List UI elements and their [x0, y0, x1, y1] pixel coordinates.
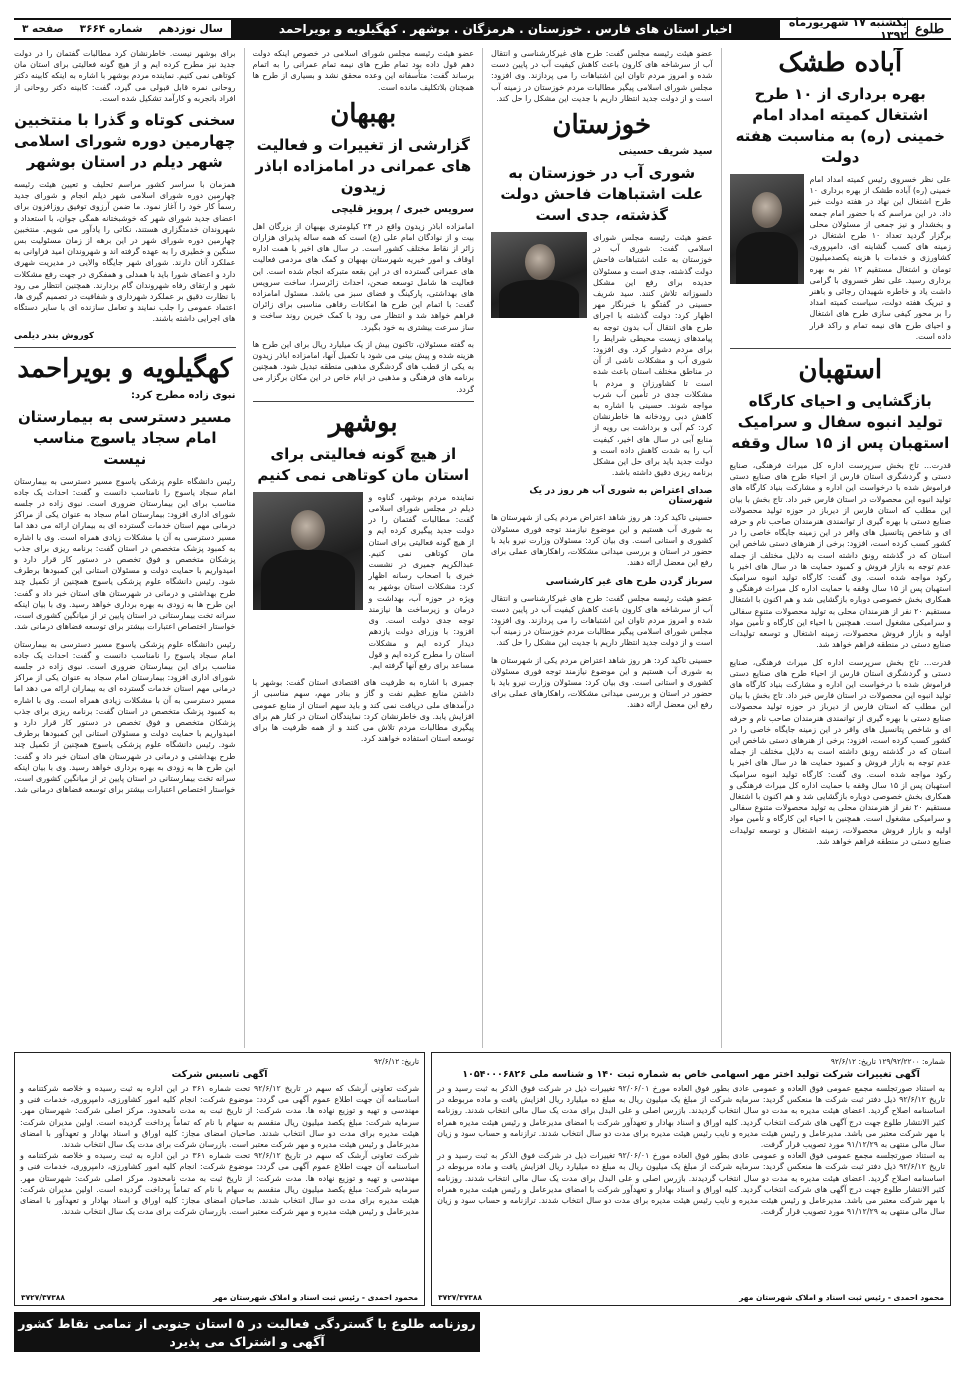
divider: [253, 401, 475, 402]
bushehr-body: نماینده مردم بوشهر، گناوه و دیلم در مجلس شورای اسلامی گفت: مطالبات گفتمان را در دولت جدید پیگیری کرده ایم و از هیچ گونه فعالیتی برای استان مان کوتاهی نمی کنیم. عبدالکریم جمیری در نشست خبری با اصحاب رسانه اظهار کرد: مشکلات استان بوشهر به ویژه در حوزه آب، بهداشت و درمان و زیرساخت ها نیازمند توجه جدی دولت است. وی افزود: با وزرای دولت یازدهم دیدار کرده ایم و مشکلات استان را مطرح کرده ایم و قول مساعد برای رفع آنها گرفته ایم.: [368, 492, 474, 670]
kohgiluyeh-body-continued: رئیس دانشگاه علوم پزشکی یاسوج مسیر دسترسی به بیمارستان امام سجاد یاسوج را نامناسب دانست و گفت: احداث یک جاده مناسب برای این بیمارستان ضروری است. نبوی زاده در جلسه شورای اداری افزود: بیمارستان امام سجاد به عنوان یکی از مراکز درمانی مهم استان خدمات گسترده ای به بیماران ارائه می دهد اما مسیر دسترسی به آن با مشکلات زیادی همراه است. وی با اشاره به کمبود پزشک متخصص در استان گفت: برنامه ریزی برای جذب پزشکان متخصص و فوق تخصص در دستور کار قرار دارد و امیدواریم با حمایت دولت و مسئولان استانی این کمبودها برطرف شود. رئیس دانشگاه علوم پزشکی یاسوج همچنین از تکمیل چند طرح بهداشتی و درمانی در شهرستان های استان خبر داد و گفت: این طرح ها به زودی به بهره برداری خواهد رسید. وی با بیان اینکه سرانه تخت بیمارستانی در استان پایین تر از میانگین کشوری است، خواستار اختصاص اعتبارات بیشتر برای توسعه فضاهای درمانی شد.: [14, 639, 236, 795]
khuzestan-subheading-1: صدای اعتراض به شوری آب هر روز در یک شهرستان: [529, 486, 713, 507]
estahban-body: قدرت... تاج بخش سرپرست اداره کل میراث فرهنگی، صنایع دستی و گردشگری استان فارس از احیاء طرح های صنایع دستی فراموش شده با درخواست این اداره و مشارکت بنیاد کارگاه های تولید انبوه این محصولات در استان فارس خبر داد. تاج بخش با بیان این مطلب که استان فارس از دیرباز در حوزه تولید محصولات صنایع دستی با بهره گیری از توانمندی هنرمندان صاحب نام و حرفه ای و شاخص پتانسیل های وافر در این زمینه جایگاه خاصی را در کشور کسب کرده است، افزود: برخی از هنرهای دستی شاخص این استان که در گذشته رونق داشته است به دلایل مختلف از جمله عدم توجه به بازار فروش و کمبود حمایت ها در سال های اخیر با رکود مواجه شده است. وی گفت: کارگاه تولید انبوه سرامیک استهبان پس از ۱۵ سال وقفه با حمایت اداره کل میراث فرهنگی و همکاری بخش خصوصی دوباره بازگشایی شد و هم اکنون با اشتغال مستقیم ۲۰ نفر از هنرمندان محلی به تولید محصولات متنوع سفالی و سرامیکی مشغول است. همچنین با احیاء این کارگاه و تأمین مواد اولیه و بازار فروش محصولات، زمینه اشتغال و توسعه تولیدات صنایع دستی در منطقه فراهم خواهد شد.: [729, 461, 951, 650]
column-behbahan-bushehr: [244, 48, 475, 1048]
notice-side-signature: محمود احمدی - رئیس ثبت اسناد و املاک شهرستان مهر: [213, 1293, 419, 1302]
khuzestan-official-photo: [491, 232, 587, 318]
banner-line-2: آگهی و اشتراک می پذیرد: [169, 1333, 325, 1349]
kohgiluyeh-headline: مسیر دسترسی به بیمارستان امام سجاد یاسوج مناسب نیست: [17, 407, 232, 468]
estahban-kicker: استهبان: [798, 355, 883, 386]
behbahan-kicker: بهبهان: [330, 98, 397, 129]
newspaper-logo: طلوع: [907, 20, 951, 38]
abadeh-body: علی نظر خسروی رئیس کمیته امداد امام خمینی (ره) آباده طشک از بهره برداری ۱۰ طرح اشتغال این نهاد در هفته دولت خبر داد. در این مراسم که با حضور امام جمعه و بخشدار و نیز جمعی از مسئولان محلی برگزار گردید تعداد ۱۰ طرح اشتغال در زمینه های کسب گشاینه ای، دامپروری، کشاورزی و خدمات با هزینه یکصدمیلیون تومان و اشتغال مستقیم ۱۲ نفر به بهره برداری رسید. علی نظر خسروی با گرامی داشت یاد و خاطره شهیدان رجائی و باهنر و تبریک هفته دولت، سیاست کمیته امداد را بر محور کیفی سازی طرح های اشتغال و احیای طرح های نیمه تمام و راکد قرار داده است.: [809, 175, 951, 341]
section-title: اخبار استان های فارس . خوزستان . هرمزگان . بوشهر . کهگیلویه و بویراحمد: [232, 20, 779, 38]
issue-meta: [14, 20, 232, 38]
notice-side-title: آگهی تاسیس شرکت: [171, 1069, 268, 1080]
behbahan-byline: سرویس خبری / پرویز قلیچی: [331, 203, 474, 215]
column-dilam-kohgiluyeh: [14, 48, 236, 1048]
council-headline: سخنی کوتاه و گذرا با منتخبین چهارمین دوره شورای اسلامی شهر دیلم در استان بوشهر: [14, 111, 236, 172]
khuzestan-body-4: حسینی تاکید کرد: هر روز شاهد اعتراض مردم یکی از شهرستان ها به شوری آب هستیم و این موضوع نیازمند توجه فوری مسئولان کشوری و استانی است. وی بیان کرد: مسئولان وزارت نیرو باید با حضور در استان و بررسی میدانی مشکلات، راهکارهای عملی برای رفع این معضل ارائه دهند.: [491, 655, 713, 710]
bushehr-body-2: جمیری با اشاره به ظرفیت های اقتصادی استان گفت: بوشهر با داشتن منابع عظیم نفت و گاز و بنادر مهم، سهم مناسبی از درآمدهای ملی دریافت نمی کند و باید سهم استان از منابع عمومی افزایش یابد. وی خاطرنشان کرد: نمایندگان استان در کنار هم برای پیگیری مطالبات مردم تلاش می کنند و از همه ظرفیت ها برای توسعه استان استفاده خواهند کرد.: [252, 678, 474, 744]
khuzestan-subheading-2: سرباز گردن طرح های غیر کارشناسی: [545, 576, 713, 587]
estahban-headline: بازگشایی و احیای کارگاه تولید انبوه سفال و سرامیک استهبان پس از ۱۵ سال وقفه: [731, 392, 950, 453]
notice-side-body: شرکت تعاونی آرشک که سهم در تاریخ ۹۲/۶/۱۲ تحت شماره ۳۶۱ در این اداره به ثبت رسیده و خلاصه شرکتنامه و اساسنامه آن جهت اطلاع عموم آگهی می گردد: موضوع شرکت: انجام کلیه امور کشاورزی، دامپروری، خدمات فنی و مهندسی و تهیه و توزیع نهاده ها. مدت شرکت: از تاریخ ثبت به مدت نامحدود. مرکز اصلی شرکت: شهرستان مهر. سرمایه شرکت: مبلغ یکصد میلیون ریال منقسم به سهام با نام که تماماً پرداخت گردیده است. اولین مدیران شرکت: هیئت مدیره برای مدت دو سال انتخاب شدند. صاحبان امضای مجاز: کلیه اوراق و اسناد بهادار و تعهدآور با امضای مدیرعامل و رئیس هیئت مدیره و مهر شرکت معتبر است. بازرسان شرکت برای مدت یک سال انتخاب شدند.: [20, 1084, 420, 1150]
notice-main-body-2: به استناد صورتجلسه مجمع عمومی فوق العاده و عمومی عادی بطور فوق العاده مورخ ۹۲/۰۶/۰۱ تغییرات ذیل در شرکت فوق الذکر به ثبت رسید و در تاریخ ۹۲/۶/۱۲ ذیل دفتر ثبت شرکت ها منعکس گردید: سرمایه شرکت از مبلغ یک میلیون ریال به مبلغ ده میلیارد ریال افزایش یافت و ماده مربوطه در اساسنامه اصلاح گردید. اعضای هیئت مدیره به مدت دو سال انتخاب گردیدند. بازرس اصلی و علی البدل برای مدت یک سال مالی انتخاب شدند. روزنامه کثیر الانتشار طلوع جهت درج آگهی های شرکت انتخاب گردید. کلیه اوراق و اسناد بهادار و تعهدآور شرکت با امضای مدیرعامل و رئیس هیئت مدیره همراه با مهر شرکت معتبر می باشد. مدیرعامل و رئیس هیئت مدیره و نایب رئیس هیئت مدیره برای مدت دو سال انتخاب شدند. ترازنامه و حساب سود و زیان سال مالی منتهی به ۹۱/۱۲/۲۹ مورد تصویب قرار گرفت.: [437, 1151, 946, 1217]
behbahan-body: امامزاده اباذر زیدون واقع در ۲۴ کیلومتری بهبهان از بزرگان اهل بیت و از نوادگان امام علی (ع) است که همه ساله پذیرای هزاران زائر از نقاط مختلف کشور است. در سال های اخیر با همت اداره اوقاف و امور خیریه شهرستان بهبهان و کمک های مردمی فعالیت های عمرانی گسترده ای در این بقعه متبرکه انجام شده است. این فعالیت ها شامل توسعه صحن، احداث زائرسرا، ساخت سرویس های بهداشتی، پارکینگ و فضای سبز می باشد. مسئول امامزاده گفت: با اتمام این طرح ها امکانات رفاهی مناسبی برای زائران فراهم خواهد شد و انتظار می رود با کمک خیرین روند ساخت و ساز سرعت بیشتری به خود بگیرد.: [252, 221, 474, 332]
bushehr-kicker: بوشهر: [328, 407, 398, 438]
issue-date: یکشنبه ۱۷ شهریورماه ۱۳۹۲: [779, 20, 907, 38]
estahban-body-continued: قدرت... تاج بخش سرپرست اداره کل میراث فرهنگی، صنایع دستی و گردشگری استان فارس از احیاء طرح های صنایع دستی فراموش شده با درخواست این اداره و مشارکت بنیاد کارگاه های تولید انبوه این محصولات در استان فارس خبر داد. تاج بخش با بیان این مطلب که استان فارس از دیرباز در حوزه تولید محصولات صنایع دستی با بهره گیری از توانمندی هنرمندان صاحب نام و حرفه ای و شاخص پتانسیل های وافر در این زمینه جایگاه خاصی را در کشور کسب کرده است، افزود: برخی از هنرهای دستی شاخص این استان که در گذشته رونق داشته است به دلایل مختلف از جمله عدم توجه به بازار فروش و کمبود حمایت ها در سال های اخیر با رکود مواجه شده است. وی گفت: کارگاه تولید انبوه سرامیک استهبان پس از ۱۵ سال وقفه با حمایت اداره کل میراث فرهنگی و همکاری بخش خصوصی دوباره بازگشایی شد و هم اکنون با اشتغال مستقیم ۲۰ نفر از هنرمندان محلی به تولید محصولات متنوع سفالی و سرامیکی مشغول است. همچنین با احیاء این کارگاه و تأمین مواد اولیه و بازار فروش محصولات، زمینه اشتغال و توسعه تولیدات صنایع دستی در منطقه فراهم خواهد شد.: [729, 657, 951, 846]
article-columns: [14, 48, 951, 1048]
kohgiluyeh-byline: نبوی زاده مطرح کرد:: [131, 389, 236, 401]
behbahan-headline: گزارشی از تغییرات و فعالیت های عمرانی در امامزاده اباذر زیدون: [255, 135, 472, 196]
bushehr-article-row: [253, 492, 475, 671]
column-khuzestan: [482, 48, 713, 1048]
divider: [14, 347, 236, 348]
abadeh-article-row: [730, 174, 952, 342]
column-abadeh-estahban: [721, 48, 952, 1048]
abadeh-kicker: آباده طشک: [778, 48, 903, 78]
bushehr-headline: از هیچ گونه فعالیتی برای استان مان کوتاهی نمی کنیم: [257, 444, 470, 484]
council-body: همزمان با سراسر کشور مراسم تحلیف و تعیین هیئت رئیسه چهارمین دوره شورای اسلامی شهر دیلم انجام و شورای جدید رسماً کار خود را آغاز نمود. ما ضمن آرزوی توفیق روزافزون برای اعضای جدید شورای شهر که خوشبختانه همگی جوان، با استعداد و شهروندان خدمتگزاری هستند، نکاتی را یادآور می شویم. منتخبین چهارمین دوره شورای شهر در این برهه از زمان مسئولیت بس سنگین و خطیری را به عهده گرفته اند و شهروندان امید فراوانی به عملکرد آنان دارند. شورای شهر جایگاه والایی در مدیریت شهری دارد و اعضای شورا باید با همدلی و همفکری در جهت رفع مشکلات شهر و ارتقای رفاه شهروندان گام بردارند. همچنین انتظار می رود با نظارت دقیق بر عملکرد شهرداری و شفافیت در تصمیم گیری ها، اعتماد عمومی را جلب نمایند و تعامل سازنده ای با سایر دستگاه های اجرایی داشته باشند.: [14, 180, 236, 324]
behbahan-intro: عضو هیئت رئیسه مجلس شورای اسلامی در خصوص اینکه دولت دهم قول داده بود تمام طرح های نیمه تمام عمرانی را به اتمام برساند گفت: متأسفانه این وعده محقق نشد و بسیاری از طرح ها همچنان بلاتکلیف مانده است.: [252, 49, 474, 92]
notice-company-changes: [431, 1052, 951, 1306]
abadeh-official-photo: [730, 174, 804, 284]
page-number: صفحه ۳: [21, 23, 64, 35]
notice-company-founding: [14, 1052, 425, 1306]
abadeh-headline: بهره برداری از ۱۰ طرح اشتغال کمیته امداد امام خمینی (ره) به مناسبت هفته دولت: [735, 85, 945, 166]
volume-year: سال نوزدهم: [158, 23, 224, 35]
subscription-banner: [14, 1312, 480, 1352]
notice-main-footer: [438, 1293, 944, 1302]
khuzestan-kicker: خوزستان: [552, 110, 652, 141]
khuzestan-byline: سید شریف حسینی: [618, 146, 713, 158]
notice-main-title: آگهی تغییرات شرکت تولید اختر مهر اسهامی خاص به شماره ثبت ۱۴۰ و شناسه ملی ۱۰۵۴۰۰۰۶۸۲۶: [462, 1069, 920, 1080]
notice-main-signature: محمود احمدی - رئیس ثبت اسناد و املاک شهرستان مهر: [739, 1293, 944, 1302]
notice-main-body: به استناد صورتجلسه مجمع عمومی فوق العاده و عمومی عادی بطور فوق العاده مورخ ۹۲/۰۶/۰۱ تغییرات ذیل در شرکت فوق الذکر به ثبت رسید و در تاریخ ۹۲/۶/۱۲ ذیل دفتر ثبت شرکت ها منعکس گردید: سرمایه شرکت از مبلغ یک میلیون ریال به مبلغ ده میلیارد ریال افزایش یافت و ماده مربوطه در اساسنامه اصلاح گردید. اعضای هیئت مدیره به مدت دو سال انتخاب گردیدند. بازرس اصلی و علی البدل برای مدت یک سال مالی انتخاب شدند. روزنامه کثیر الانتشار طلوع جهت درج آگهی های شرکت انتخاب گردید. کلیه اوراق و اسناد بهادار و تعهدآور شرکت با امضای مدیرعامل و رئیس هیئت مدیره همراه با مهر شرکت معتبر می باشد. مدیرعامل و رئیس هیئت مدیره و نایب رئیس هیئت مدیره برای مدت دو سال انتخاب شدند. ترازنامه و حساب سود و زیان سال مالی منتهی به ۹۱/۱۲/۲۹ مورد تصویب قرار گرفت.: [437, 1084, 946, 1150]
khuzestan-body-3: عضو هیئت رئیسه مجلس گفت: طرح های غیرکارشناسی و انتقال آب از سرشاخه های کارون باعث کاهش کیفیت آب در پایین دست شده و امروز مردم تاوان این اشتباهات را می پردازند. وی افزود: مجلس شورای اسلامی پیگیر مطالبات مردم خوزستان در زمینه آب است و از دولت جدید انتظار داریم با جدیت این مشکل را حل کند.: [491, 593, 713, 648]
khuzestan-headline: شوری آب در خوزستان به علت اشتباهات فاحش دولت گذشته، جدی است: [500, 164, 704, 225]
divider: [730, 348, 952, 349]
khuzestan-body-2: حسینی تاکید کرد: هر روز شاهد اعتراض مردم یکی از شهرستان ها به شوری آب هستیم و این موضوع نیازمند توجه فوری مسئولان کشوری و استانی است. وی بیان کرد: مسئولان وزارت نیرو باید با حضور در استان و بررسی میدانی مشکلات، راهکارهای عملی برای رفع این معضل ارائه دهند.: [491, 513, 713, 568]
council-signature: کوروش بندر دیلمی: [14, 330, 94, 341]
kohgiluyeh-body: رئیس دانشگاه علوم پزشکی یاسوج مسیر دسترسی به بیمارستان امام سجاد یاسوج را نامناسب دانست و گفت: احداث یک جاده مناسب برای این بیمارستان ضروری است. نبوی زاده در جلسه شورای اداری افزود: بیمارستان امام سجاد به عنوان یکی از مراکز درمانی مهم استان خدمات گسترده ای به بیماران ارائه می دهد اما مسیر دسترسی به آن با مشکلات زیادی همراه است. وی با اشاره به کمبود پزشک متخصص در استان گفت: برنامه ریزی برای جذب پزشکان متخصص و فوق تخصص در دستور کار قرار دارد و امیدواریم با حمایت دولت و مسئولان استانی این کمبودها برطرف شود. رئیس دانشگاه علوم پزشکی یاسوج همچنین از تکمیل چند طرح بهداشتی و درمانی در شهرستان های استان خبر داد و گفت: این طرح ها به زودی به بهره برداری خواهد رسید. وی با بیان اینکه سرانه تخت بیمارستانی در استان پایین تر از میانگین کشوری است، خواستار اختصاص اعتبارات بیشتر برای توسعه فضاهای درمانی شد.: [14, 476, 236, 632]
notice-side-ref: تاریخ: ۹۲/۶/۱۲: [374, 1057, 420, 1066]
notice-main-number: ۳۷۲۷/۳۷۳۸۸: [438, 1293, 483, 1302]
behbahan-body-2: به گفته مسئولان، تاکنون بیش از یک میلیارد ریال برای این طرح ها هزینه شده و پیش بینی می شود با تکمیل آنها، امامزاده اباذر زیدون به یکی از قطب های گردشگری مذهبی منطقه تبدیل شود. همچنین برنامه های فرهنگی و مذهبی در ایام خاص در این مکان برگزار می گردد.: [252, 339, 474, 394]
banner-line-1: روزنامه طلوع با گستردگی فعالیت در ۵ استان جنوبی از تمامی نقاط کشور: [18, 1315, 476, 1331]
official-notices: [14, 1052, 951, 1306]
notice-side-footer: [21, 1293, 418, 1302]
khuzestan-article-row: [491, 232, 713, 478]
masthead: [14, 18, 951, 40]
khuzestan-body: عضو هیئت رئیسه مجلس شورای اسلامی گفت: شوری آب در خوزستان به علت اشتباهات فاحش دولت گذشته، جدی است و مسئولان حدیده برای رفع این مشکل دلسوزانه تلاش کنند. سید شریف حسینی در گفتگو با خبرنگار مهر اظهار کرد: دولت گذشته با اجرای طرح های انتقال آب بدون توجه به پیامدهای زیست محیطی شرایط را برای مردم دشوار کرد. وی افزود: شوری آب و مشکلات ناشی از آن در مناطق مختلف استان باعث شده است تا کشاورزان و مردم با مشکلات جدی در تأمین آب شرب مواجه شوند. حسینی با اشاره به کاهش دبی رودخانه ها خاطرنشان کرد: کم آبی و برداشت بی رویه از منابع آبی در سال های اخیر، کیفیت آب را به شدت کاهش داده است و دولت جدید باید برای حل این مشکل برنامه ریزی دقیق داشته باشد.: [593, 233, 713, 478]
notice-side-number: ۳۷۲۷/۳۷۳۸۸: [21, 1293, 65, 1302]
khuzestan-top-body: عضو هیئت رئیسه مجلس گفت: طرح های غیرکارشناسی و انتقال آب از سرشاخه های کارون باعث کاهش کیفیت آب در پایین دست شده و امروز مردم تاوان این اشتباهات را می پردازند. وی افزود: مجلس شورای اسلامی پیگیر مطالبات مردم خوزستان در زمینه آب است و از دولت جدید انتظار داریم با جدیت این مشکل را حل کند.: [491, 49, 713, 103]
bushehr-official-photo: [253, 492, 363, 610]
notice-main-meta: [437, 1057, 945, 1066]
notice-side-body-2: شرکت تعاونی آرشک که سهم در تاریخ ۹۲/۶/۱۲ تحت شماره ۳۶۱ در این اداره به ثبت رسیده و خلاصه شرکتنامه و اساسنامه آن جهت اطلاع عموم آگهی می گردد: موضوع شرکت: انجام کلیه امور کشاورزی، دامپروری، خدمات فنی و مهندسی و تهیه و توزیع نهاده ها. مدت شرکت: از تاریخ ثبت به مدت نامحدود. مرکز اصلی شرکت: شهرستان مهر. سرمایه شرکت: مبلغ یکصد میلیون ریال منقسم به سهام با نام که تماماً پرداخت گردیده است. اولین مدیران شرکت: هیئت مدیره برای مدت دو سال انتخاب شدند. صاحبان امضای مجاز: کلیه اوراق و اسناد بهادار و تعهدآور با امضای مدیرعامل و رئیس هیئت مدیره و مهر شرکت معتبر است. بازرسان شرکت برای مدت یک سال انتخاب شدند.: [20, 1151, 420, 1217]
kohgiluyeh-kicker: کهگیلویه و بویراحمد: [17, 353, 233, 384]
footer-blank-area: [486, 1312, 951, 1352]
issue-number: شماره ۳۶۶۴: [79, 23, 143, 35]
notice-side-meta: [20, 1057, 419, 1066]
notice-main-ref: شماره: ۱۲۹/۹۲/۲۲۰۰ تاریخ: ۹۲/۶/۱۲: [830, 1057, 945, 1066]
council-top-body: برای بوشهر نیست. خاطرنشان کرد مطالبات گفتمان را در دولت جدید نیز مطرح کرده ایم و از هیچ گونه فعالیتی برای استان مان کوتاهی نمی کنیم. نماینده مردم بوشهر با اشاره به اینکه کابینه دکتر روحانی نمره قابل قبولی می گیرد، گفت: کابینه دکتر روحانی از افراد باتجربه و کارآمد تشکیل شده است.: [14, 49, 236, 103]
